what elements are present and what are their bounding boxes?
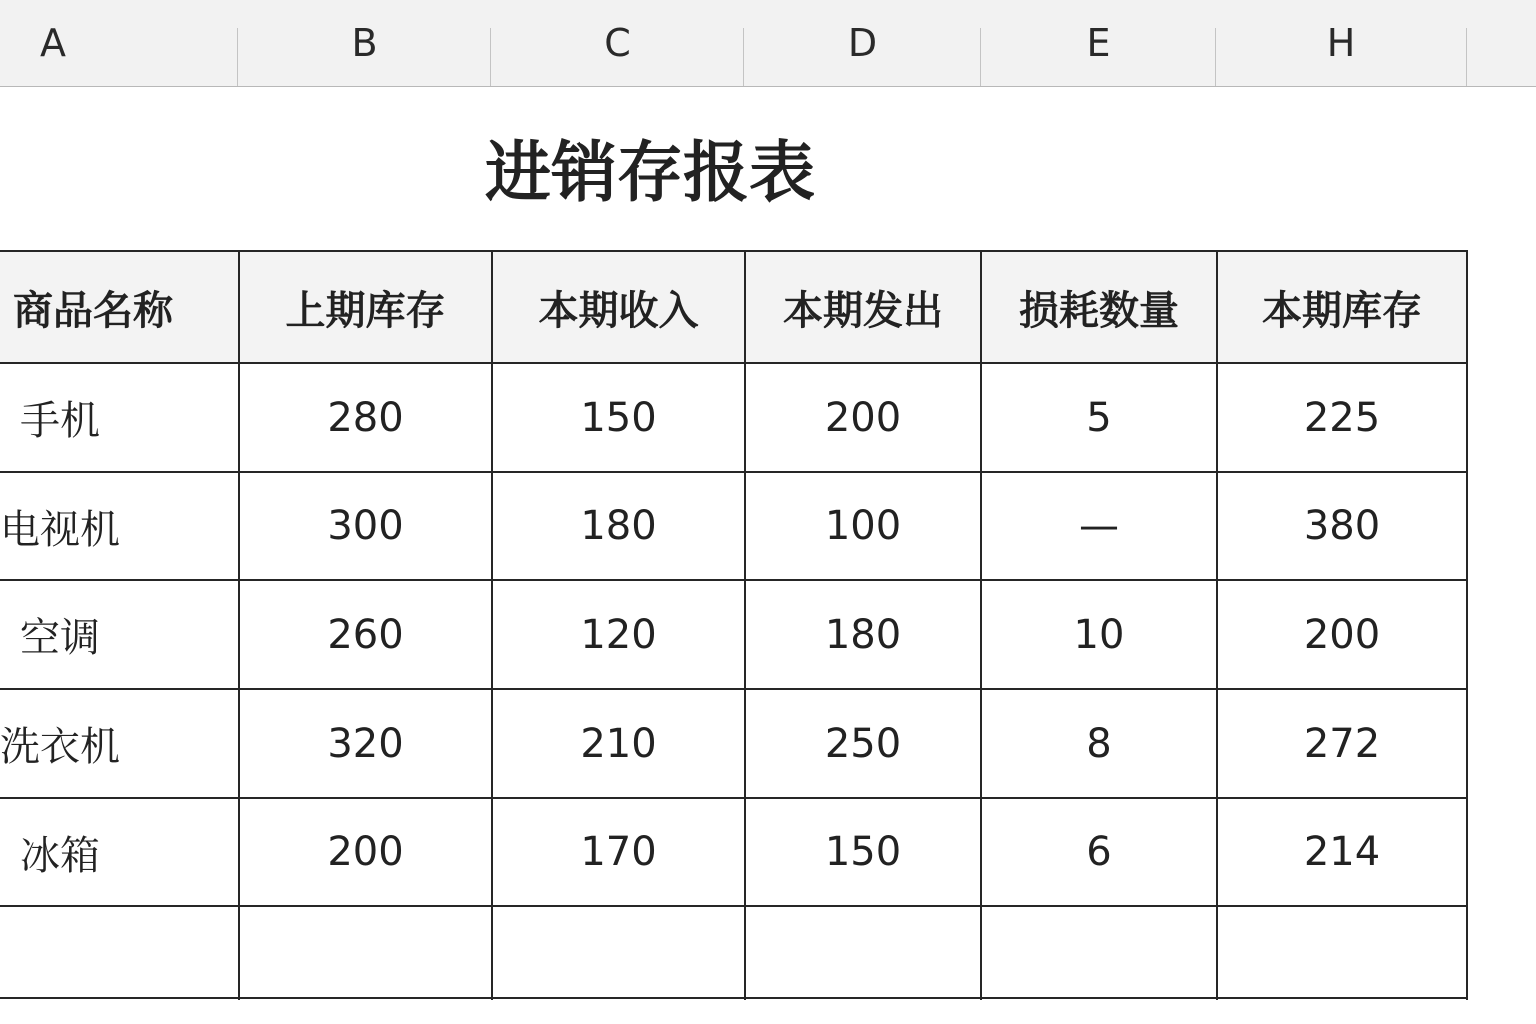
header-cell-loss-quantity[interactable]: 损耗数量 bbox=[1019, 287, 1179, 334]
table-cell[interactable] bbox=[493, 907, 744, 997]
table-cell-product-name[interactable]: 洗衣机 bbox=[0, 724, 120, 770]
column-separator[interactable] bbox=[1466, 28, 1467, 86]
table-cell[interactable]: 214 bbox=[1303, 829, 1381, 875]
table-cell[interactable]: 280 bbox=[327, 394, 404, 441]
report-title[interactable]: 进销存报表 bbox=[485, 134, 815, 211]
table-cell[interactable]: 120 bbox=[580, 611, 657, 658]
header-cell-opening-stock[interactable]: 上期库存 bbox=[285, 287, 446, 334]
header-cell-closing-stock[interactable]: 本期库存 bbox=[1262, 287, 1422, 334]
grid-line-horizontal bbox=[0, 997, 1468, 999]
table-cell[interactable] bbox=[240, 907, 491, 997]
table-cell[interactable]: 300 bbox=[327, 503, 404, 549]
table-cell[interactable]: 100 bbox=[824, 503, 902, 549]
table-cell[interactable]: 6 bbox=[1086, 829, 1112, 875]
table-cell[interactable]: 170 bbox=[580, 829, 657, 875]
table-cell[interactable]: 5 bbox=[1086, 394, 1112, 441]
column-header-h[interactable]: H bbox=[1326, 21, 1356, 65]
table-cell-product-name[interactable]: 冰箱 bbox=[20, 832, 100, 879]
table-cell[interactable]: 180 bbox=[824, 611, 902, 658]
table-cell[interactable]: 250 bbox=[824, 720, 902, 767]
table-cell[interactable]: 10 bbox=[1073, 611, 1125, 658]
table-cell[interactable]: 225 bbox=[1303, 394, 1381, 441]
table-cell-product-name[interactable]: 电视机 bbox=[0, 506, 120, 553]
table-cell[interactable]: 200 bbox=[327, 829, 404, 875]
column-header-e[interactable]: E bbox=[1086, 21, 1111, 65]
table-cell[interactable]: 320 bbox=[327, 720, 404, 767]
table-cell[interactable]: 150 bbox=[580, 394, 657, 441]
table-cell-product-name[interactable]: 空调 bbox=[20, 615, 100, 661]
table-cell[interactable] bbox=[746, 907, 980, 997]
table-cell[interactable]: 180 bbox=[580, 503, 657, 549]
column-header-b[interactable]: B bbox=[351, 21, 378, 65]
column-header-bar bbox=[0, 0, 1536, 87]
column-header-c[interactable]: C bbox=[604, 21, 631, 65]
table-cell[interactable]: — bbox=[1079, 503, 1119, 549]
table-cell[interactable]: 272 bbox=[1303, 720, 1381, 767]
table-cell-product-name[interactable]: 手机 bbox=[20, 398, 100, 444]
table-cell[interactable]: 8 bbox=[1086, 720, 1112, 767]
header-cell-current-receipts[interactable]: 本期收入 bbox=[538, 287, 699, 334]
table-cell[interactable]: 260 bbox=[327, 611, 404, 658]
table-cell[interactable] bbox=[982, 907, 1216, 997]
column-header-d[interactable]: D bbox=[847, 21, 878, 65]
grid-line-vertical bbox=[1466, 250, 1468, 1000]
column-header-a[interactable]: A bbox=[40, 21, 66, 65]
table-cell[interactable] bbox=[1218, 907, 1466, 997]
table-cell[interactable]: 200 bbox=[1303, 611, 1381, 658]
table-cell-product-name[interactable] bbox=[0, 907, 186, 997]
header-cell-product-name[interactable]: 商品名称 bbox=[13, 287, 173, 334]
table-cell[interactable]: 150 bbox=[824, 829, 902, 875]
table-cell[interactable]: 200 bbox=[824, 394, 902, 441]
header-cell-current-issues[interactable]: 本期发出 bbox=[783, 287, 943, 334]
table-cell[interactable]: 380 bbox=[1303, 503, 1381, 549]
table-cell[interactable]: 210 bbox=[580, 720, 657, 767]
